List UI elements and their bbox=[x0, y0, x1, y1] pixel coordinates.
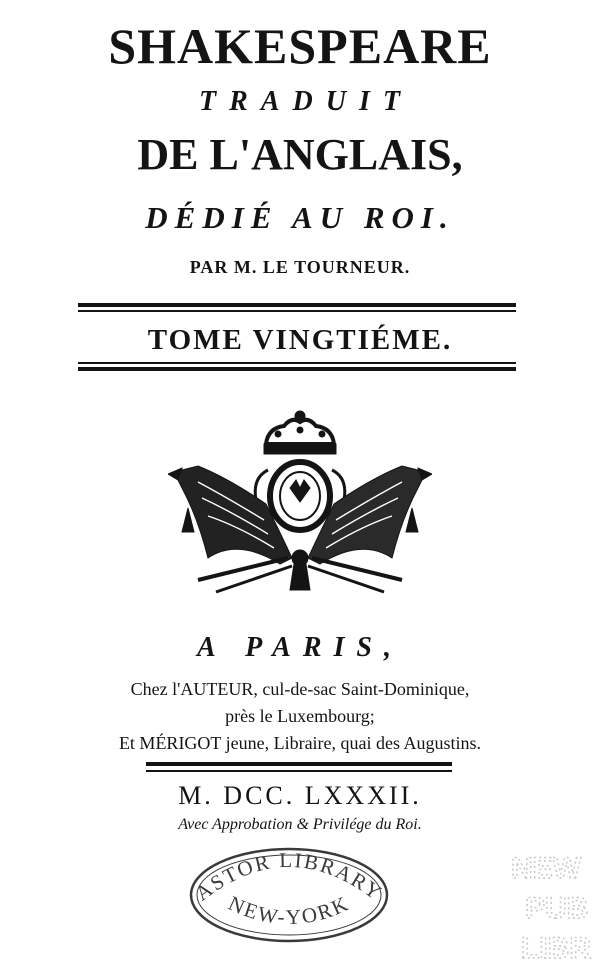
library-stamp-icon bbox=[188, 845, 390, 945]
subtitle-traduit: TRADUIT bbox=[199, 86, 413, 117]
perforated-stamp-bleedthrough bbox=[505, 848, 600, 968]
author-line: PAR M. LE TOURNEUR. bbox=[189, 257, 411, 277]
svg-text:NEW-YORK bbox=[225, 891, 353, 929]
subtitle-de-l-anglais: DE L'ANGLAIS, bbox=[137, 130, 463, 179]
stamp-top-text: ASTOR LIBRARY bbox=[190, 847, 388, 906]
publisher-line-1: Chez l'AUTEUR, cul-de-sac Saint-Dominique, bbox=[130, 679, 470, 699]
ghost-line-1: NEW bbox=[511, 852, 581, 885]
ghost-line-2: PUB bbox=[525, 892, 589, 925]
rule-bottom-thick bbox=[146, 762, 452, 766]
volume-label: TOME VINGTIÉME. bbox=[147, 324, 453, 356]
rule-top-thick bbox=[78, 303, 516, 307]
rule-top-thin bbox=[78, 310, 516, 312]
ghost-line-3: LIBR bbox=[521, 932, 591, 965]
rule-mid-thick bbox=[78, 367, 516, 371]
publisher-line-2: près le Luxembourg; bbox=[225, 706, 375, 726]
privilege-line: Avec Approbation & Privilége du Roi. bbox=[178, 816, 422, 833]
rule-mid-thin bbox=[78, 362, 516, 364]
royal-arms-ornament-icon bbox=[168, 408, 432, 604]
book-title: SHAKESPEARE bbox=[108, 18, 492, 74]
publisher-line-3: Et MÉRIGOT jeune, Libraire, quai des Augustins. bbox=[118, 733, 482, 753]
dedication: DÉDIÉ AU ROI. bbox=[145, 200, 455, 235]
stamp-bottom-text: NEW-YORK bbox=[224, 890, 354, 930]
publication-date: M. DCC. LXXXII. bbox=[178, 781, 422, 810]
rule-bottom-thin bbox=[146, 770, 452, 772]
svg-text:ASTOR LIBRARY bbox=[191, 848, 388, 906]
city-imprint: A PARIS, bbox=[197, 632, 403, 663]
